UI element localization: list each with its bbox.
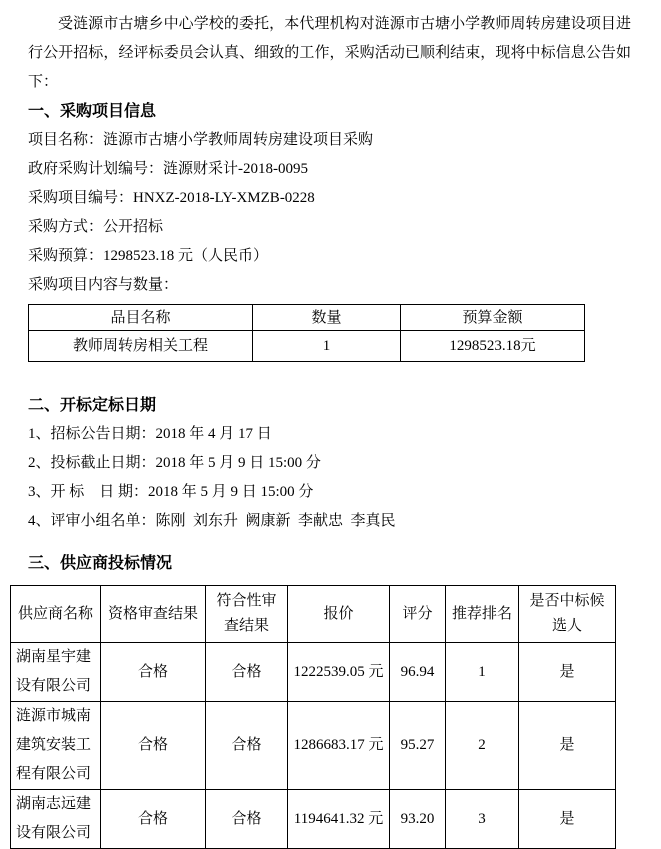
price-cell: 1286683.17 元 <box>288 702 390 790</box>
supplier-header-score: 评分 <box>390 586 446 643</box>
supplier-header-conformity: 符合性审查结果 <box>206 586 288 643</box>
items-table-header-row <box>29 305 585 331</box>
section2-heading: 二、开标定标日期 <box>28 397 157 414</box>
score-cell: 96.94 <box>390 643 446 702</box>
supplier-name-cell: 涟源市城南建筑安装工程有限公司 <box>11 702 101 790</box>
supplier-header-price: 报价 <box>288 586 390 643</box>
supplier-table <box>10 585 616 849</box>
supplier-table-row <box>11 702 616 790</box>
supplier-header-name: 供应商名称 <box>11 586 101 643</box>
rank-cell: 3 <box>446 790 519 849</box>
qualification-cell: 合格 <box>101 790 206 849</box>
supplier-header-candidate: 是否中标候选人 <box>519 586 616 643</box>
bid-deadline-line: 2、投标截止日期：2018 年 5 月 9 日 15:00 分 <box>28 455 321 471</box>
project-name-line: 项目名称：涟源市古塘小学教师周转房建设项目采购 <box>28 132 374 148</box>
spacer <box>28 536 631 549</box>
project-number-line: 采购项目编号：HNXZ-2018-LY-XMZB-0228 <box>28 190 315 206</box>
section3-heading: 三、供应商投标情况 <box>28 555 173 572</box>
spacer <box>28 362 631 391</box>
candidate-cell: 是 <box>519 790 616 849</box>
content-quantity-line: 采购项目内容与数量： <box>28 277 179 293</box>
item-budget-cell: 1298523.18元 <box>401 331 585 362</box>
procurement-method-line: 采购方式：公开招标 <box>28 219 164 235</box>
score-cell: 95.27 <box>390 702 446 790</box>
conformity-cell: 合格 <box>206 702 288 790</box>
price-cell: 1222539.05 元 <box>288 643 390 702</box>
rank-cell: 1 <box>446 643 519 702</box>
conformity-cell: 合格 <box>206 790 288 849</box>
price-cell: 1194641.32 元 <box>288 790 390 849</box>
supplier-table-header-row <box>11 586 616 643</box>
candidate-cell: 是 <box>519 702 616 790</box>
intro-paragraph: 受涟源市古塘乡中心学校的委托，本代理机构对涟源市古塘小学教师周转房建设项目进行公开招标，经评标委员会认真、细致的工作，采购活动已顺利结束，现将中标信息公告如下： <box>28 16 631 90</box>
bid-opening-date-line: 3、开 标 日 期：2018 年 5 月 9 日 15:00 分 <box>28 484 314 500</box>
score-cell: 93.20 <box>390 790 446 849</box>
review-panel-line: 4、评审小组名单：陈刚 刘东升 阙康新 李献忠 李真民 <box>28 513 396 529</box>
budget-line: 采购预算：1298523.18 元（人民币） <box>28 248 269 264</box>
section1-heading: 一、采购项目信息 <box>28 103 157 120</box>
items-table-row <box>29 331 585 362</box>
items-header-quantity: 数量 <box>253 305 401 331</box>
qualification-cell: 合格 <box>101 643 206 702</box>
candidate-cell: 是 <box>519 643 616 702</box>
supplier-header-qualification: 资格审查结果 <box>101 586 206 643</box>
gov-plan-number-line: 政府采购计划编号：涟源财采计-2018-0095 <box>28 161 308 177</box>
items-table <box>28 304 585 362</box>
supplier-name-cell: 湖南星宇建设有限公司 <box>11 643 101 702</box>
supplier-header-rank: 推荐排名 <box>446 586 519 643</box>
items-header-item-name: 品目名称 <box>29 305 253 331</box>
supplier-name-cell: 湖南志远建设有限公司 <box>11 790 101 849</box>
rank-cell: 2 <box>446 702 519 790</box>
item-name-cell: 教师周转房相关工程 <box>29 331 253 362</box>
announcement-date-line: 1、招标公告日期：2018 年 4 月 17 日 <box>28 426 272 442</box>
supplier-table-row <box>11 643 616 702</box>
qualification-cell: 合格 <box>101 702 206 790</box>
supplier-table-row <box>11 790 616 849</box>
items-header-budget: 预算金额 <box>401 305 585 331</box>
item-quantity-cell: 1 <box>253 331 401 362</box>
conformity-cell: 合格 <box>206 643 288 702</box>
